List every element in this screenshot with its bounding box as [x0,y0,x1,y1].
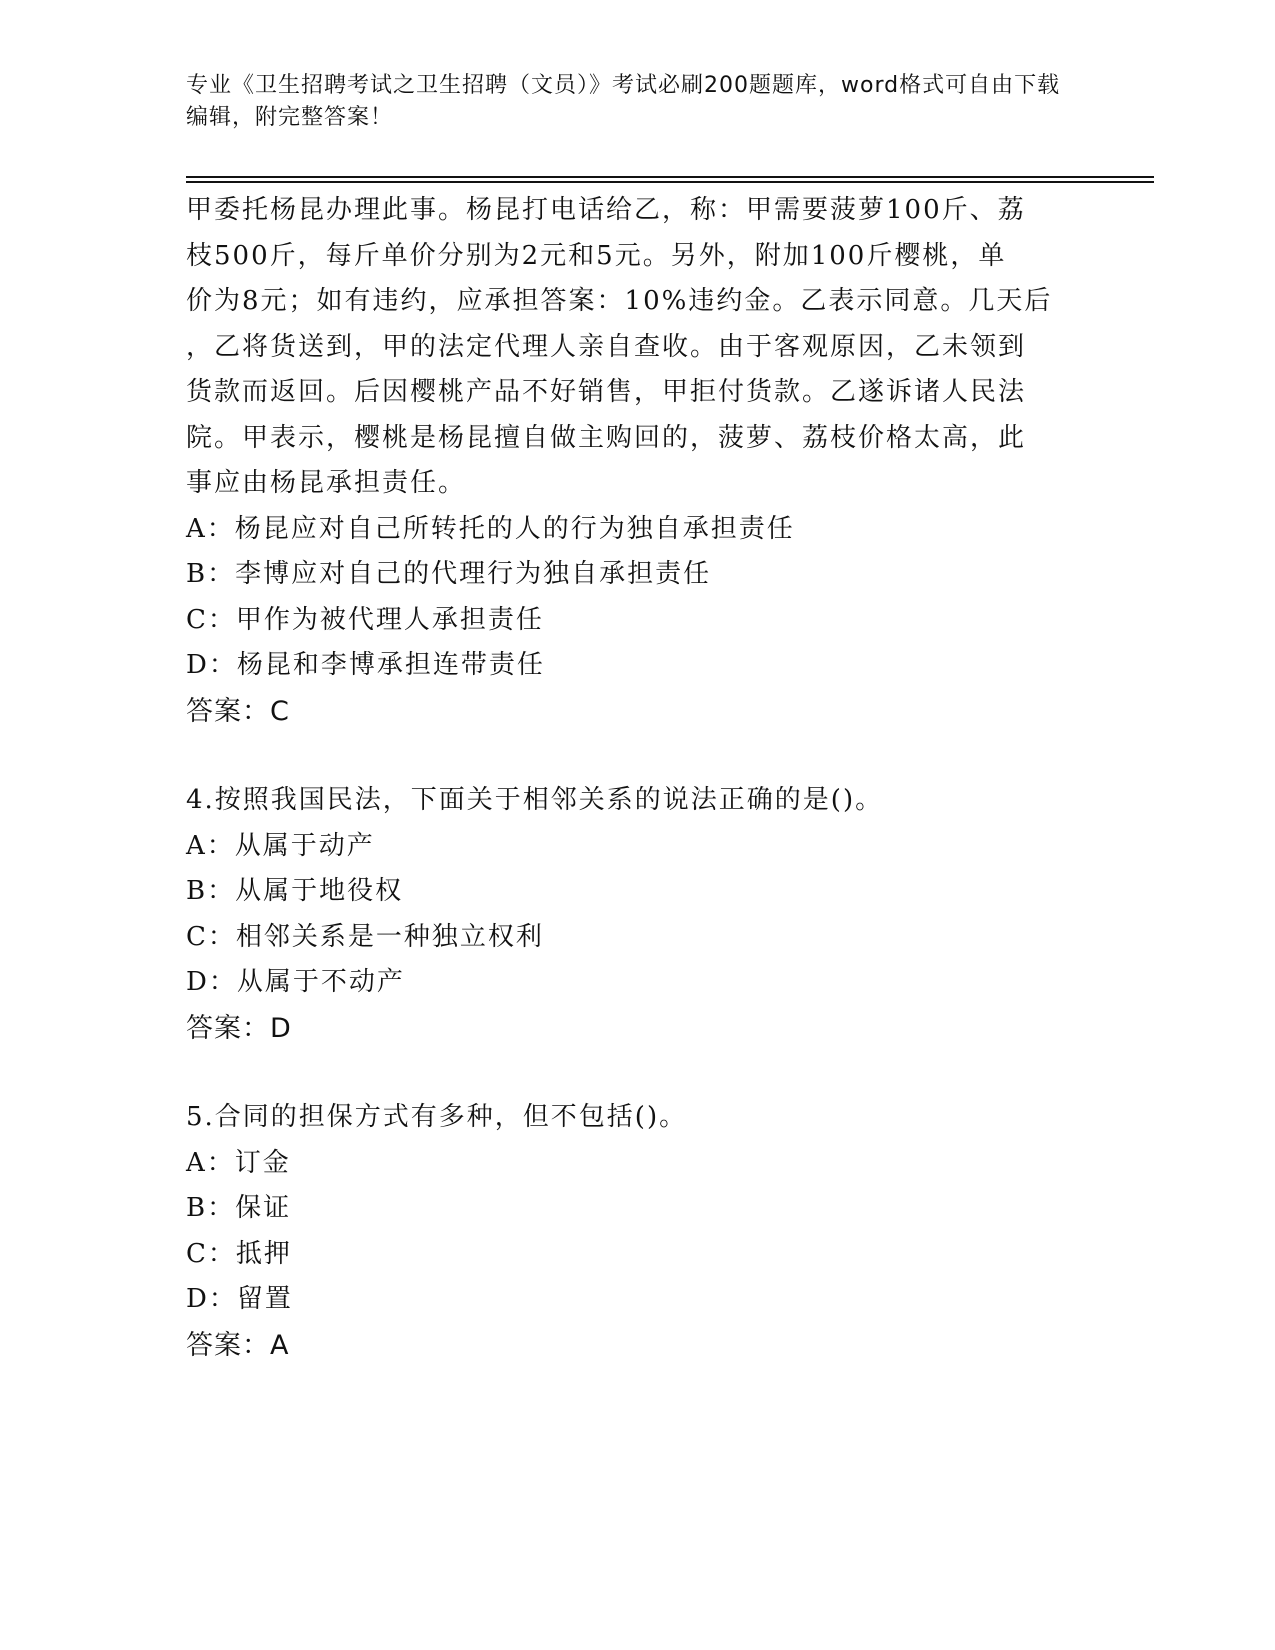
question-5-option-d: D：留置 [186,1284,293,1314]
document-body [186,188,1086,1368]
question-4-option-d: D：从属于不动产 [186,967,405,997]
question-3-option-c: C：甲作为被代理人承担责任 [186,604,544,635]
header-text: 专业《卫生招聘考试之卫生招聘（文员）》考试必刷200题题库，word格式可自由下载编辑，附完整答案！ [186,73,1061,130]
question-4 [186,778,1086,1051]
question-3-line: ，乙将货送到，甲的法定代理人亲自查收。由于客观原因，乙未领到 [186,331,1027,362]
question-3-line: 价为8元；如有违约，应承担答案：10%违约金。乙表示同意。几天后 [186,286,1053,316]
spacer [186,1051,1086,1095]
question-3-line: 枝500斤，每斤单价分别为2元和5元。另外，附加100斤樱桃，单 [186,240,1007,271]
header-rule-top [186,176,1154,178]
question-4-option-a: A：从属于动产 [186,830,375,861]
question-3-line: 甲委托杨昆办理此事。杨昆打电话给乙，称：甲需要菠萝100斤、荔 [186,195,1026,225]
question-4-option-c: C：相邻关系是一种独立权利 [186,921,544,952]
header-rule-bottom [186,181,1154,183]
spacer [186,734,1086,778]
question-3-option-d: D：杨昆和李博承担连带责任 [186,650,545,680]
question-3-line: 事应由杨昆承担责任。 [186,468,467,498]
question-5-option-c: C：抵押 [186,1238,292,1269]
question-3-option-a: A：杨昆应对自己所转托的人的行为独自承担责任 [186,513,795,544]
question-3-answer: 答案：C [186,695,290,727]
document-header [186,70,1066,134]
question-5 [186,1095,1086,1368]
question-5-option-b: B：保证 [186,1193,292,1223]
question-5-option-a: A：订金 [186,1147,291,1178]
question-3-line: 货款而返回。后因樱桃产品不好销售，甲拒付货款。乙遂诉诸人民法 [186,377,1027,407]
question-3-option-b: B：李博应对自己的代理行为独自承担责任 [186,559,712,589]
question-4-title: 4.按照我国民法，下面关于相邻关系的说法正确的是()。 [186,785,884,815]
question-4-answer: 答案：D [186,1012,292,1044]
question-5-answer: 答案：A [186,1329,290,1361]
question-4-option-b: B：从属于地役权 [186,876,404,906]
question-3-line: 院。甲表示，樱桃是杨昆擅自做主购回的，菠萝、荔枝价格太高，此 [186,422,1027,453]
question-3 [186,188,1086,734]
question-5-title: 5.合同的担保方式有多种，但不包括()。 [186,1102,688,1132]
